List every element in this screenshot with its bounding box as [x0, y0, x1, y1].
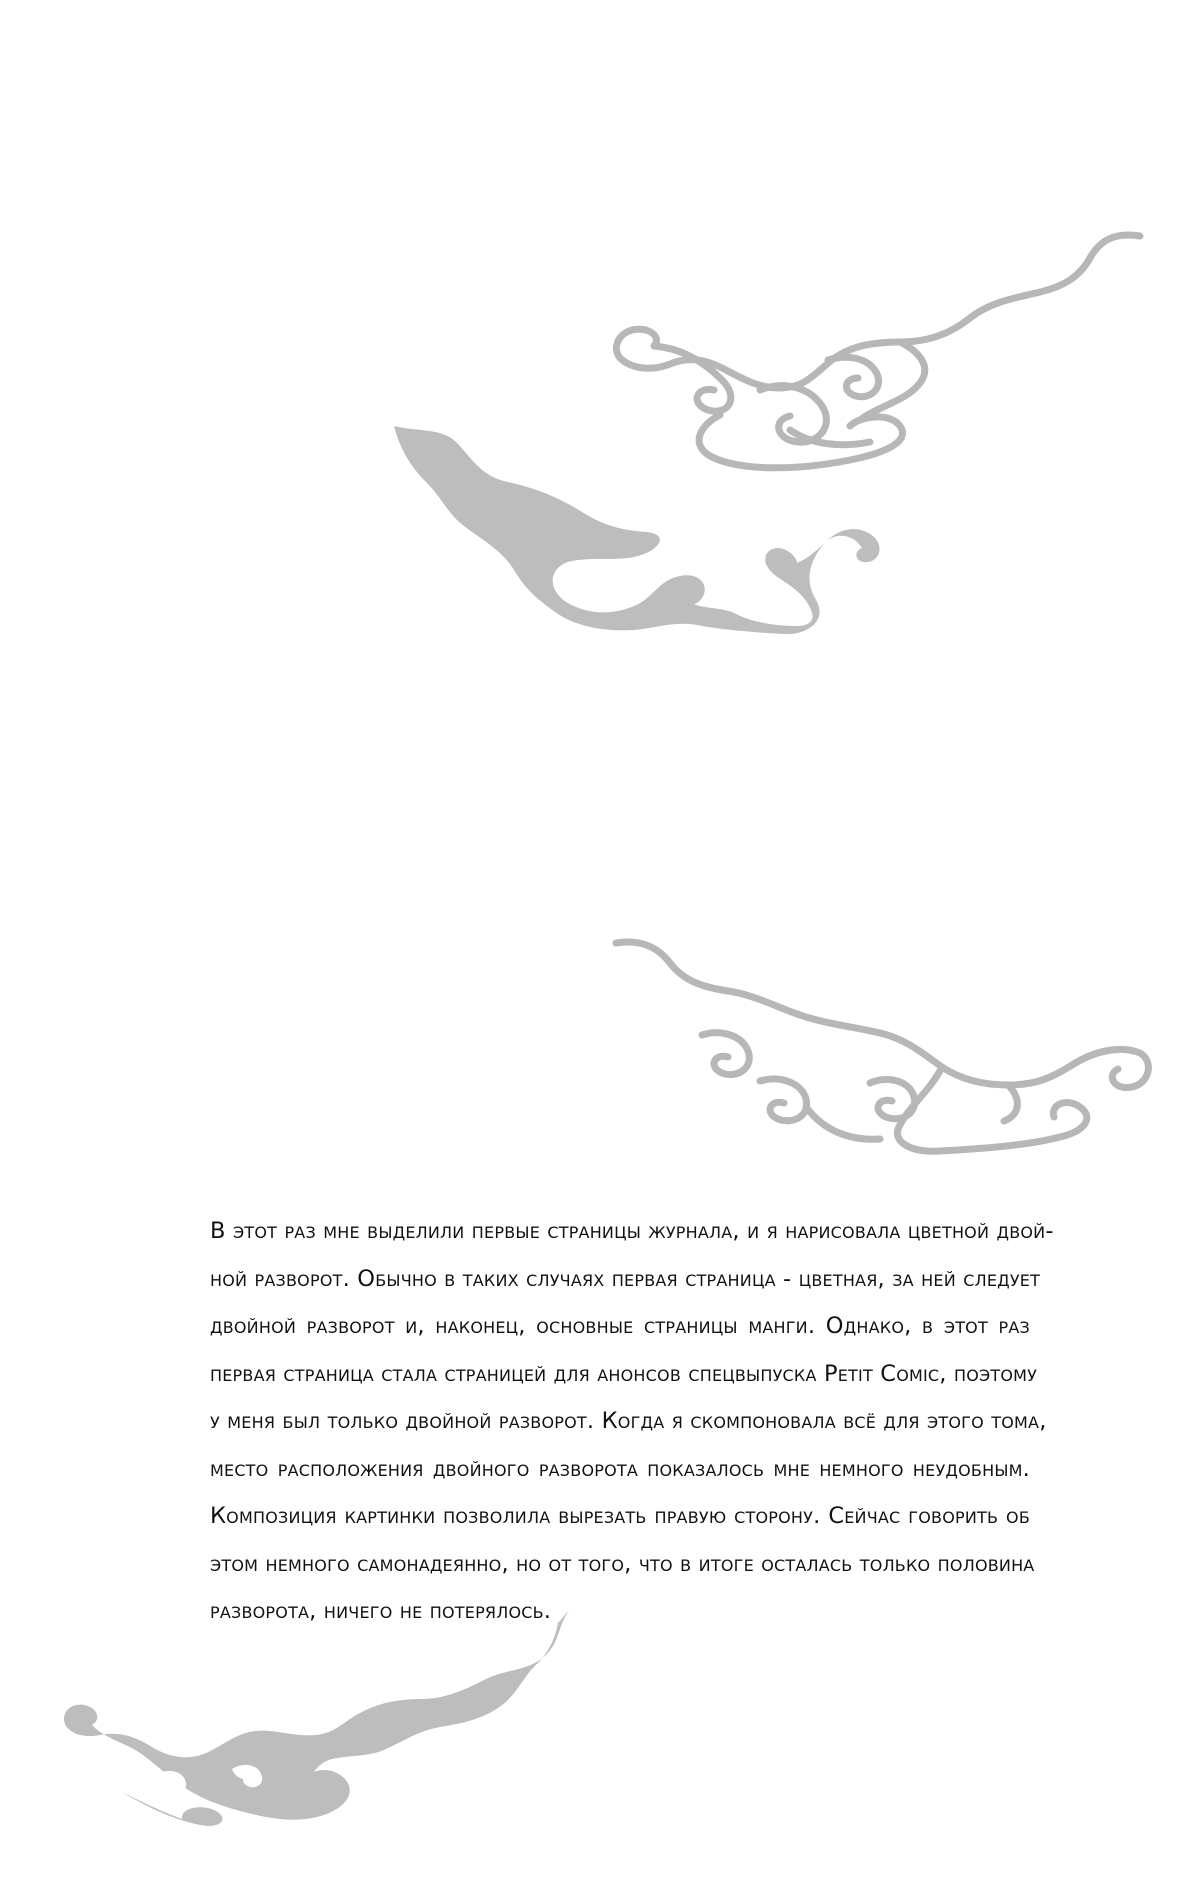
afterword-line: Композиция картинки позволила вырезать правую сторону. Сейчас говорить об: [210, 1503, 1030, 1529]
afterword-line: разворота, ничего не потерялось.: [210, 1598, 552, 1624]
cloud-solid-mid-left-icon: [390, 420, 910, 645]
cloud-outline-middle-right-icon: [610, 935, 1155, 1160]
cloud-solid-bottom-left-icon: [60, 1605, 575, 1830]
afterword-line: этом немного самонадеянно, но от того, что в итоге осталась только половина: [210, 1550, 1035, 1577]
cloud-outline-middle-right: [610, 935, 1155, 1160]
afterword-text: [210, 1208, 1054, 1636]
afterword-line: В этот раз мне выделили первые страницы журнала, и я нарисовала цветной двой-: [210, 1218, 1054, 1244]
cloud-solid-bottom-left: [60, 1605, 575, 1830]
afterword-line: ной разворот. Обычно в таких случаях первая страница - цветная, за ней следует: [210, 1265, 1041, 1292]
cloud-solid-mid-left: [390, 420, 910, 645]
afterword-line: у меня был только двойной разворот. Когда я скомпоновала всё для этого тома,: [210, 1408, 1047, 1434]
afterword-line: первая страница стала страницей для анонсов спецвыпуска Petit Comic, поэтому: [210, 1360, 1038, 1387]
afterword-line: двойной разворот и, наконец, основные страницы манги. Однако, в этот раз: [210, 1313, 1030, 1339]
afterword-line: место расположения двойного разворота показалось мне немного неудобным.: [210, 1455, 1030, 1482]
